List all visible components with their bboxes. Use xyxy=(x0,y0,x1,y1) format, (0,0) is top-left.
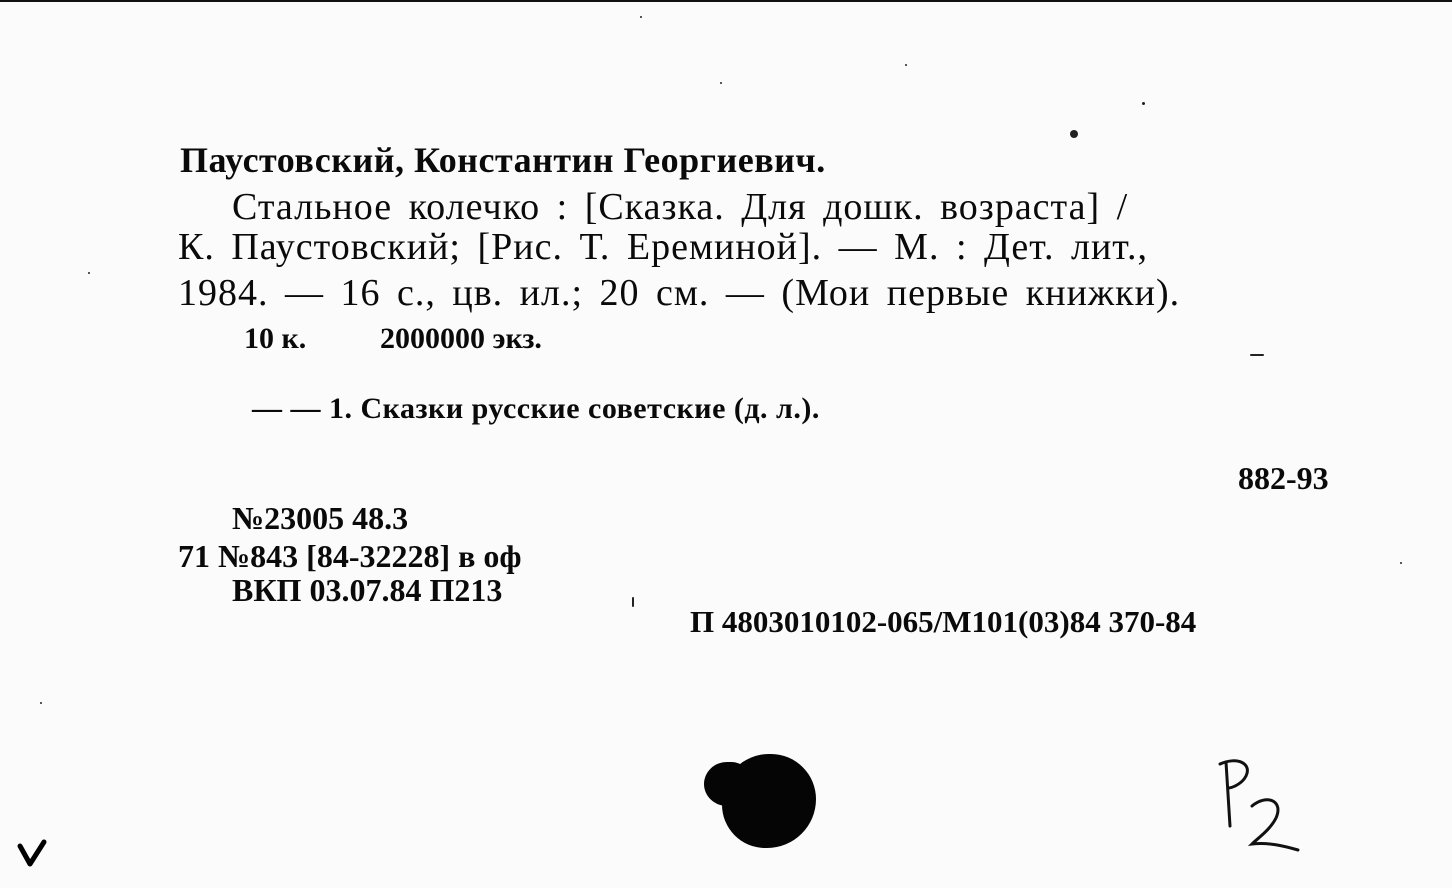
technical-line-1: №23005 48.3 xyxy=(232,500,409,536)
catalog-code: 882-93 xyxy=(1238,460,1329,496)
title-statement-line-3: 1984. — 16 с., цв. ил.; 20 см. — (Мои первые книжки). xyxy=(178,272,1181,314)
technical-line-3: ВКП 03.07.84 П213 xyxy=(232,572,503,608)
author-heading: Паустовский, Константин Георгиевич. xyxy=(180,140,826,180)
check-mark-icon xyxy=(16,836,50,870)
publication-index: П 4803010102-065/М101(03)84 370-84 xyxy=(690,604,1197,639)
print-run: 2000000 экз. xyxy=(380,322,542,355)
subject-entry: — — 1. Сказки русские советские (д. л.). xyxy=(252,392,820,425)
title-statement-line-2: К. Паустовский; [Рис. Т. Ереминой]. — М. : Дет. лит., xyxy=(178,226,1149,268)
title-statement-line-1: Стальное колечко : [Сказка. Для дошк. возраста] / xyxy=(232,186,1129,228)
technical-line-2: 71 №843 [84-32228] в оф xyxy=(178,538,522,574)
price: 10 к. xyxy=(244,322,307,355)
handwritten-mark-icon xyxy=(1212,754,1312,854)
